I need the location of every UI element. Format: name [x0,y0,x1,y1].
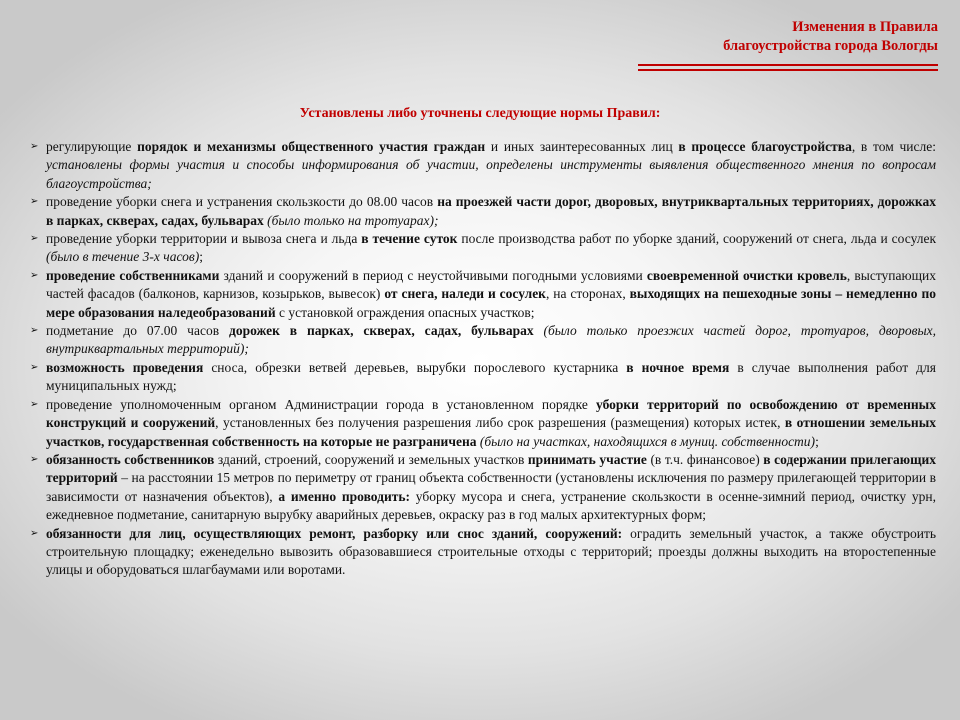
arrow-check-bullet-icon: ➢ [30,453,39,465]
header-divider-line [638,64,938,66]
list-item [30,451,936,525]
list-item-text: на проезжей части дорог, дворовых, внутриквартальных территориях, дорожках в парках, скверах, садах, бульварах [46,194,936,228]
list-item-text: и иных заинтересованных лиц [485,139,679,154]
list-item [30,322,936,359]
arrow-check-bullet-icon: ➢ [30,269,39,281]
slide-header [518,18,938,71]
list-item-text: дорожек в парках, скверах, садах, бульварах [228,323,534,339]
list-item-text: в процессе благоустройства [678,139,852,154]
list-item-text: ; [815,433,819,449]
list-item [30,525,936,580]
list-item-text: уборку мусора и снега, устранение скользкости в осенне-зимний период, очистку урн, ежедневное подметание, санитарную вырубку аварийных деревьев, окраску раз в год малых архитектурных форм; [46,488,936,523]
list-item-text: проведение уполномоченным органом Администрации города в установленном порядке [46,396,596,412]
list-item-text: в ночное время [626,359,730,375]
list-item-text: принимать участие [527,451,647,467]
list-item [30,230,936,267]
rules-list [30,138,936,580]
list-item-text: , на сторонах, [545,286,630,302]
arrow-check-bullet-icon: ➢ [30,325,39,337]
slide-title-line-1: Изменения в Правила [792,19,938,35]
list-item [30,396,936,451]
list-item-text: , выступающих частей фасадов (балконов, карнизов, козырьков, вывесок) [46,267,936,302]
list-item-text: с установкой ограждения опасных участков; [275,304,535,320]
list-item-text: обязанности для лиц, осуществляющих ремонт, разборку или снос зданий, сооружений: [46,525,623,541]
list-item-text: – на расстоянии 15 метров по периметру от границ объекта собственности (установлены исключения по размеру прилегающей территории в зависимости от назначения объектов), [46,470,936,504]
list-item-text: , установленных без получения разрешения либо срок разрешения (размещения) которых истек, [215,415,785,431]
list-item [30,193,936,230]
list-item-text: , в том числе: [851,139,936,154]
list-item-text: в отношении земельных участков, государственная собственность на которые не разграничена [46,415,936,449]
list-item-text: регулирующие [46,139,138,154]
list-item-text: выходящих на пешеходные зоны – немедленно по мере образования наледеобразований [46,286,936,320]
list-item-text: зданий и сооружений в период с неустойчивыми погодными условиями [219,267,647,283]
list-item-text: проведение уборки территории и вывоза снега и льда [46,231,362,247]
arrow-check-bullet-icon: ➢ [30,398,39,410]
list-item-text: от снега, наледи и сосулек [384,286,546,302]
header-divider-line [638,69,938,71]
list-item-text: оградить земельный участок, а также обустроить строительную площадку; еженедельно вывозить образовавшиеся строительные отходы с территорий; проезды должны выходить на второстепенные улицы и оборудоваться шлагбаумами или воротами. [46,525,936,578]
list-item-text: в случае выполнения работ для муниципальных нужд; [46,359,936,394]
list-item-text: возможность проведения [46,359,204,375]
list-item-text: установлены формы участия и способы информирования об участии, определены инструменты выявления общественного мнения по вопросам благоустройства; [46,157,936,191]
arrow-check-bullet-icon: ➢ [30,141,39,152]
list-item [30,267,936,322]
list-item-text: зданий, строений, сооружений и земельных участков [214,451,528,467]
list-item [30,359,936,396]
list-item-text: (было на участках, находящихся в муниц. собственности) [476,433,816,449]
arrow-check-bullet-icon: ➢ [30,361,39,373]
list-item-text: после производства работ по уборке зданий, сооружений от снега, льда и сосулек [457,231,937,247]
list-item-text: (было только на тротуарах); [263,212,439,228]
list-item-text: в течение суток [361,231,458,247]
list-item [30,138,936,193]
list-item-text: подметание до 07.00 часов [46,323,229,339]
list-item-text: в содержании прилегающих территорий [46,451,936,486]
list-item-text: проведение уборки снега и устранения скользкости до 08.00 часов [46,194,438,210]
list-item-text: порядок и механизмы общественного участия граждан [137,139,486,154]
arrow-check-bullet-icon: ➢ [30,196,39,208]
slide-title-line-2: благоустройства города Вологды [723,38,938,54]
list-item-text: ; [199,249,203,265]
list-item-text: уборки территорий по освобождению от временных конструкций и сооружений [46,396,936,431]
list-item-text: своевременной очистки кровель [646,267,847,283]
list-item-text: проведение собственниками [46,267,220,283]
list-item-text: (в т.ч. финансовое) [646,451,764,467]
list-item-text: сноса, обрезки ветвей деревьев, вырубки порослевого кустарника [203,359,627,375]
list-item-text: (было только проезжих частей дорог, тротуаров, дворовых, внутриквартальных территорий); [46,323,936,357]
list-item-text: а именно проводить: [278,488,411,504]
section-heading: Установлены либо уточнены следующие нормы Правил: [299,106,661,121]
arrow-check-bullet-icon: ➢ [30,233,39,245]
arrow-check-bullet-icon: ➢ [30,527,39,539]
list-item-text: (было в течение 3-х часов) [46,249,200,265]
list-item-text: обязанность собственников [46,451,215,467]
